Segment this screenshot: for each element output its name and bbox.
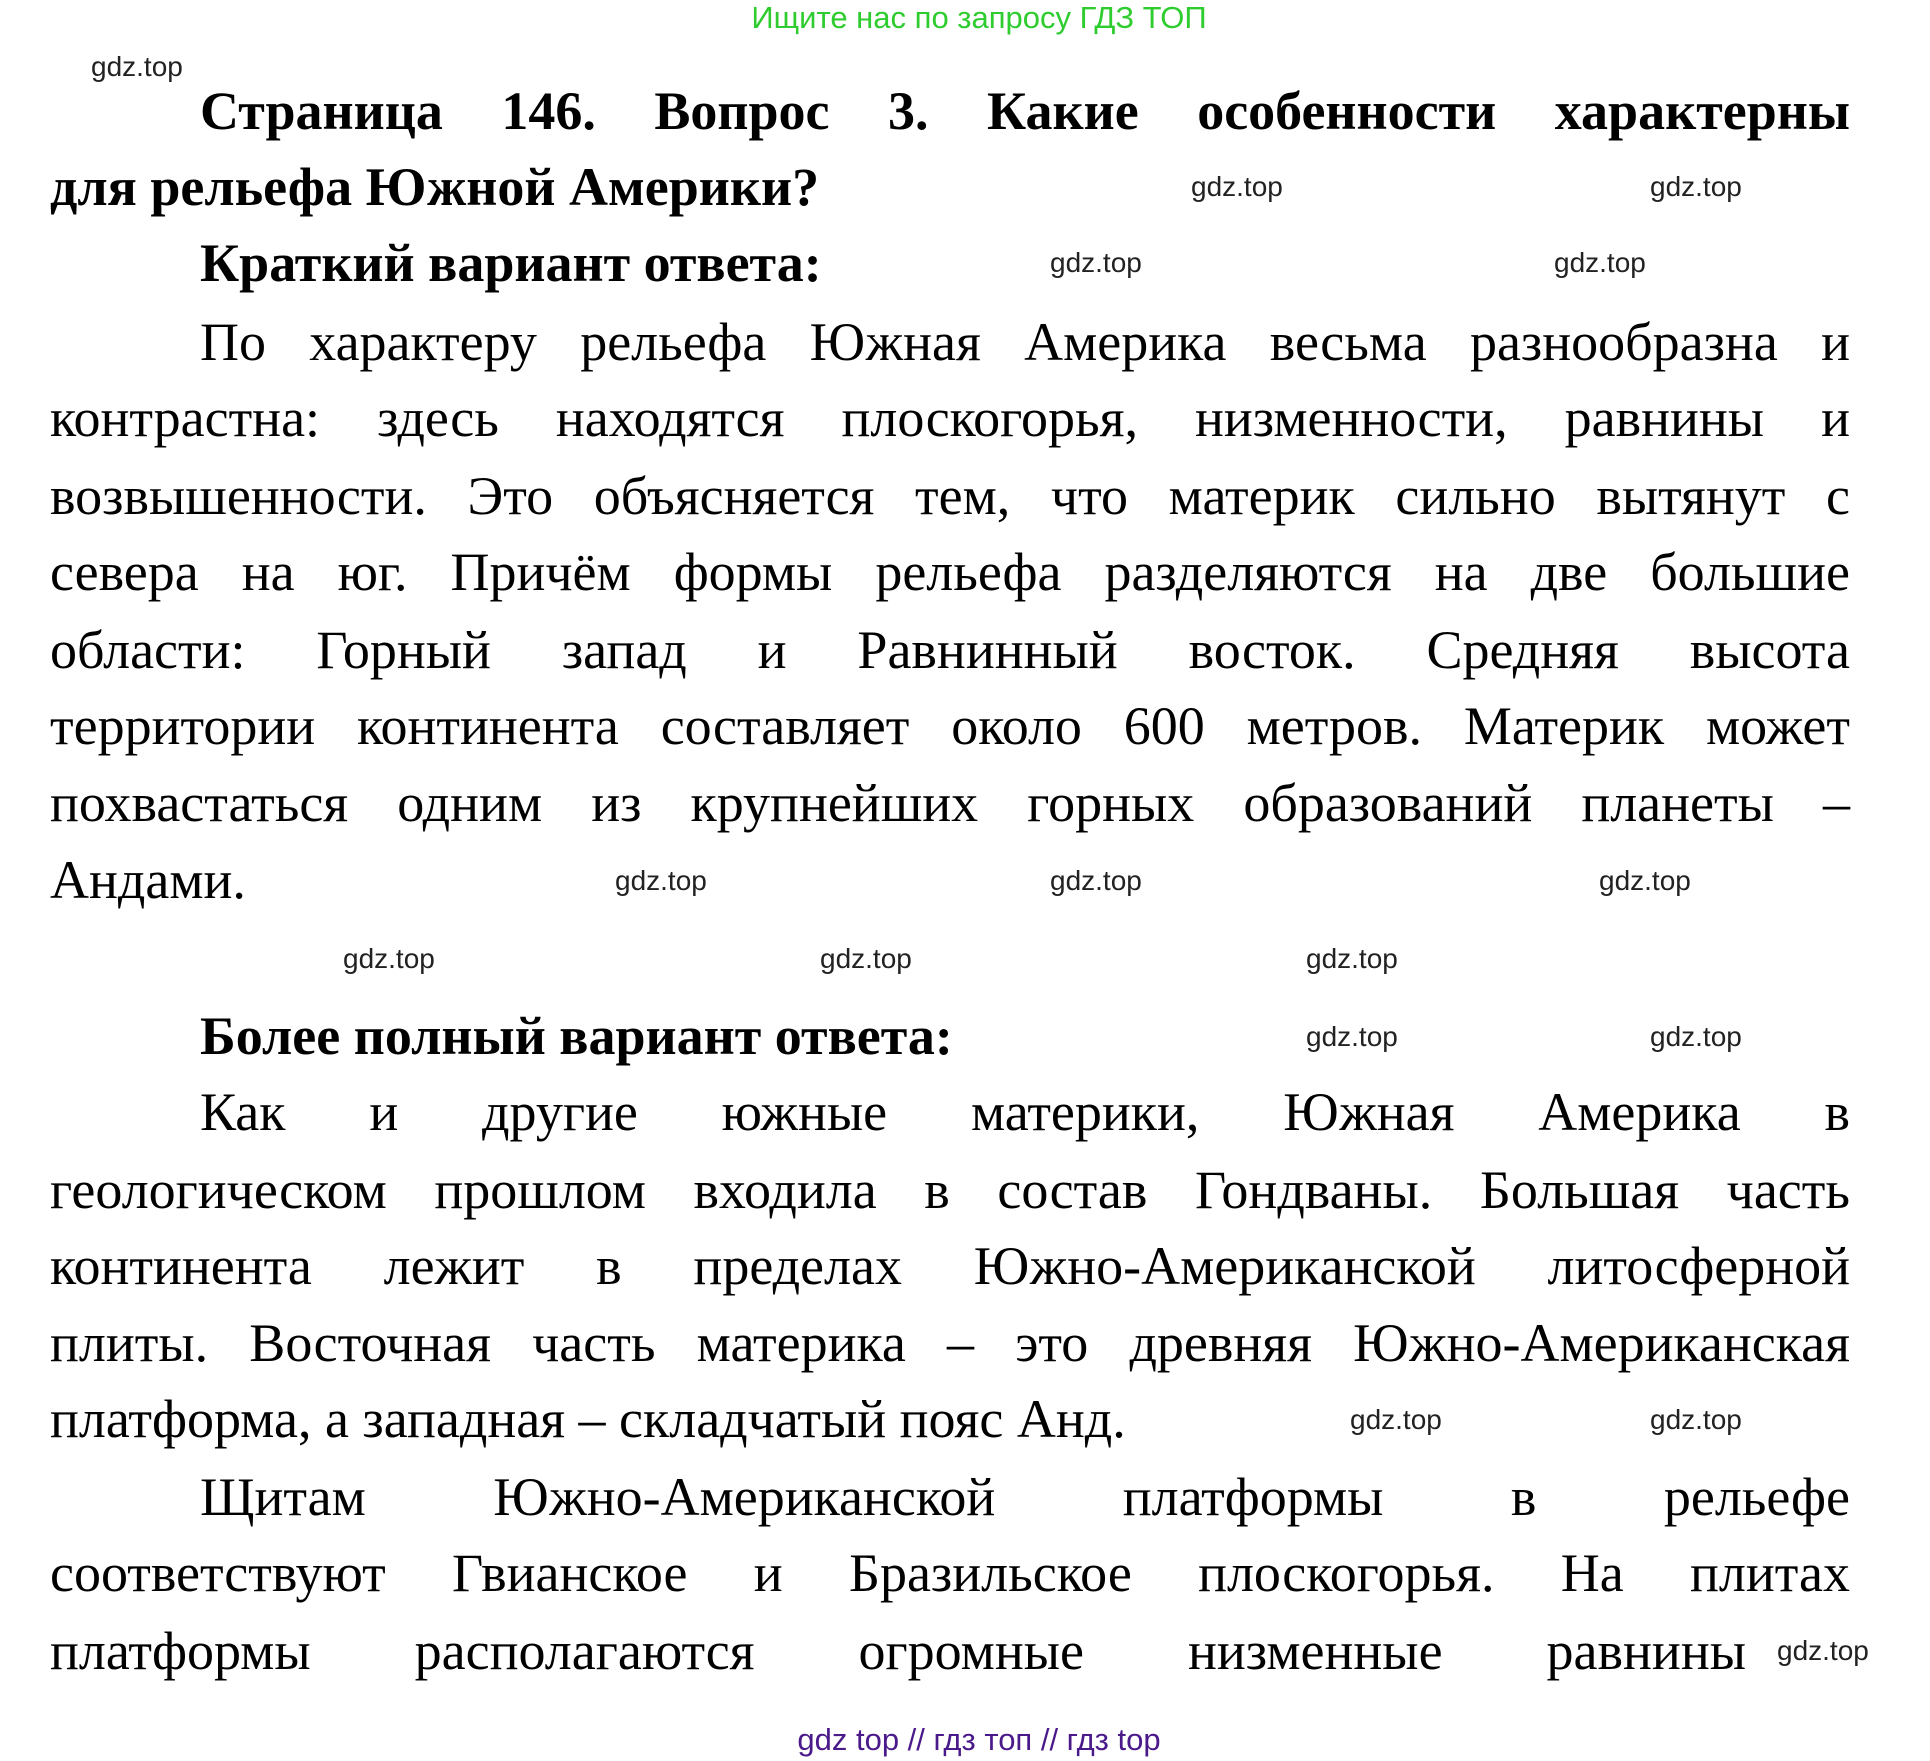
full-answer-heading: Более полный вариант ответа: xyxy=(200,1006,953,1066)
watermark: gdz.top xyxy=(820,943,912,974)
answer-line: территории континента составляет около 600 метров. Материк может xyxy=(50,696,1850,756)
watermark: gdz.top xyxy=(1554,247,1646,278)
answer-line: области: Горный запад и Равнинный восток. Средняя высота xyxy=(50,620,1850,680)
answer-line: плиты. Восточная часть материка – это древняя Южно-Американская xyxy=(50,1313,1850,1373)
watermark: gdz.top xyxy=(1191,171,1283,202)
answer-line: возвышенности. Это объясняется тем, что материк сильно вытянут с xyxy=(50,466,1850,526)
answer-line: похвастаться одним из крупнейших горных образований планеты – xyxy=(50,773,1850,833)
answer-line: По характеру рельефа Южная Америка весьма разнообразна и xyxy=(200,312,1850,372)
question-title-line: Страница 146. Вопрос 3. Какие особенности характерны xyxy=(200,81,1850,141)
answer-line: континента лежит в пределах Южно-Американской литосферной xyxy=(50,1236,1850,1296)
watermark: gdz.top xyxy=(1050,865,1142,896)
watermark: gdz.top xyxy=(1650,1404,1742,1435)
answer-line: контрастна: здесь находятся плоскогорья, низменности, равнины и xyxy=(50,388,1850,448)
answer-line: платформа, а западная – складчатый пояс Анд. xyxy=(50,1389,1126,1449)
watermark: gdz.top xyxy=(615,865,707,896)
answer-line: Как и другие южные материки, Южная Америка в xyxy=(200,1082,1850,1142)
question-title-line: для рельефа Южной Америки? xyxy=(50,157,820,217)
watermark: gdz.top xyxy=(343,943,435,974)
watermark: gdz.top xyxy=(1650,171,1742,202)
short-answer-heading: Краткий вариант ответа: xyxy=(200,233,822,293)
footer-watermark: gdz top // гдз топ // гдз top xyxy=(797,1722,1161,1757)
answer-line: севера на юг. Причём формы рельефа разделяются на две большие xyxy=(50,542,1850,602)
watermark: gdz.top xyxy=(1050,247,1142,278)
answer-line: платформы располагаются огромные низменные равнины xyxy=(50,1621,1746,1681)
watermark: gdz.top xyxy=(1306,1021,1398,1052)
answer-line: геологическом прошлом входила в состав Гондваны. Большая часть xyxy=(50,1160,1850,1220)
search-hint-banner: Ищите нас по запросу ГДЗ ТОП xyxy=(751,0,1207,35)
watermark: gdz.top xyxy=(1306,943,1398,974)
answer-line: Щитам Южно-Американской платформы в рельефе xyxy=(200,1467,1850,1527)
watermark: gdz.top xyxy=(1777,1635,1869,1666)
answer-line: соответствуют Гвианское и Бразильское плоскогорья. На плитах xyxy=(50,1543,1850,1603)
watermark: gdz.top xyxy=(1650,1021,1742,1052)
watermark: gdz.top xyxy=(1350,1404,1442,1435)
watermark: gdz.top xyxy=(91,51,183,82)
watermark: gdz.top xyxy=(1599,865,1691,896)
answer-line: Андами. xyxy=(50,850,246,910)
